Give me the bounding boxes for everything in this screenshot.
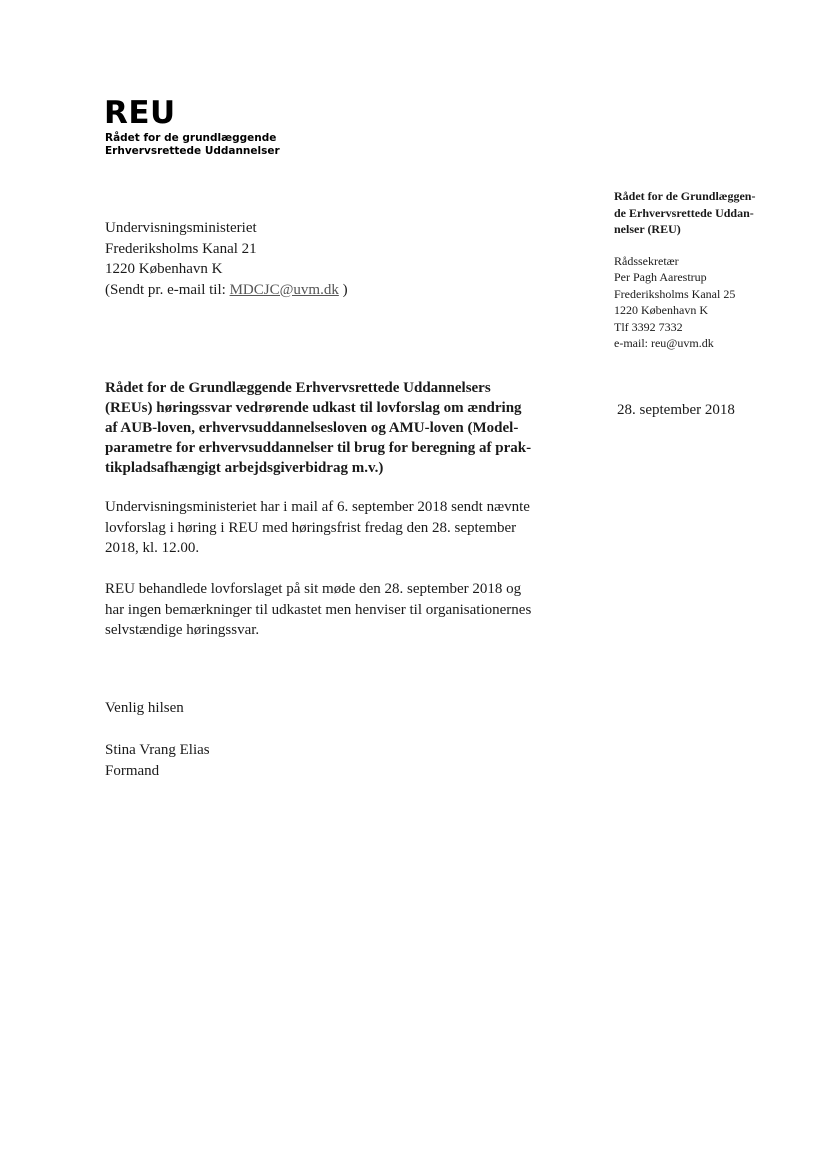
- sender-phone: Tlf 3392 7332: [614, 319, 683, 334]
- paragraph-line: lovforslag i høring i REU med høringsfrist fredag den 28. september: [105, 519, 517, 536]
- sender-org-line: nelser (REU): [614, 222, 681, 236]
- sender-contact: [614, 253, 804, 352]
- letter-subject: [105, 378, 550, 478]
- paragraph-line: selvstændige høringssvar.: [105, 622, 260, 638]
- closing-greeting: Venlig hilsen: [105, 700, 184, 716]
- signature-block: [105, 740, 210, 781]
- recipient-address: [105, 218, 348, 300]
- logo-wordmark: REU: [104, 95, 176, 131]
- subject-line: tikpladsafhængigt arbejdsgiverbidrag m.v.): [105, 460, 384, 476]
- sent-via-line: [105, 280, 348, 301]
- subject-line: (REUs) høringssvar vedrørende udkast til lovforslag om ændring: [105, 400, 522, 416]
- subject-line: af AUB-loven, erhvervsuddannelsesloven og AMU-loven (Model-: [105, 420, 519, 436]
- sender-email: e-mail: reu@uvm.dk: [614, 336, 714, 350]
- paragraph-line: Undervisningsministeriet har i mail af 6. september 2018 sendt nævnte: [105, 499, 530, 515]
- sender-org-line: Rådet for de Grundlæggen-: [614, 189, 756, 203]
- logo-subtitle-line: Erhvervsrettede Uddannelser: [105, 145, 280, 157]
- sender-org-line: de Erhvervsrettede Uddan-: [614, 205, 754, 220]
- logo-subtitle-line: Rådet for de grundlæggende: [105, 132, 277, 144]
- sender-block: [614, 188, 804, 352]
- sent-via-suffix: ): [338, 281, 348, 298]
- sender-city: 1220 København K: [614, 303, 708, 317]
- sent-via-prefix: (Sendt pr. e-mail til:: [105, 281, 230, 298]
- sender-organisation: [614, 188, 804, 238]
- subject-line: Rådet for de Grundlæggende Erhvervsrettede Uddannelsers: [105, 380, 491, 396]
- body-paragraph-1: [105, 497, 530, 559]
- sender-street: Frederiksholms Kanal 25: [614, 286, 736, 301]
- signer-name: Stina Vrang Elias: [105, 742, 210, 758]
- logo-subtitle: [105, 132, 280, 158]
- paragraph-line: har ingen bemærkninger til udkastet men henviser til organisationernes: [105, 601, 532, 618]
- paragraph-line: REU behandlede lovforslaget på sit møde den 28. september 2018 og: [105, 581, 522, 597]
- recipient-email-link[interactable]: MDCJC@uvm.dk: [229, 281, 339, 298]
- letter-date: 28. september 2018: [617, 402, 735, 418]
- signer-title: Formand: [105, 762, 160, 779]
- subject-line: parametre for erhvervsuddannelser til brug for beregning af prak-: [105, 440, 532, 456]
- recipient-line: Frederiksholms Kanal 21: [105, 240, 257, 257]
- recipient-line: 1220 København K: [105, 261, 223, 277]
- sender-name: Per Pagh Aarestrup: [614, 270, 707, 284]
- recipient-line: Undervisningsministeriet: [105, 220, 257, 236]
- body-paragraph-2: [105, 579, 531, 641]
- sender-role: Rådssekretær: [614, 253, 679, 268]
- paragraph-line: 2018, kl. 12.00.: [105, 540, 200, 556]
